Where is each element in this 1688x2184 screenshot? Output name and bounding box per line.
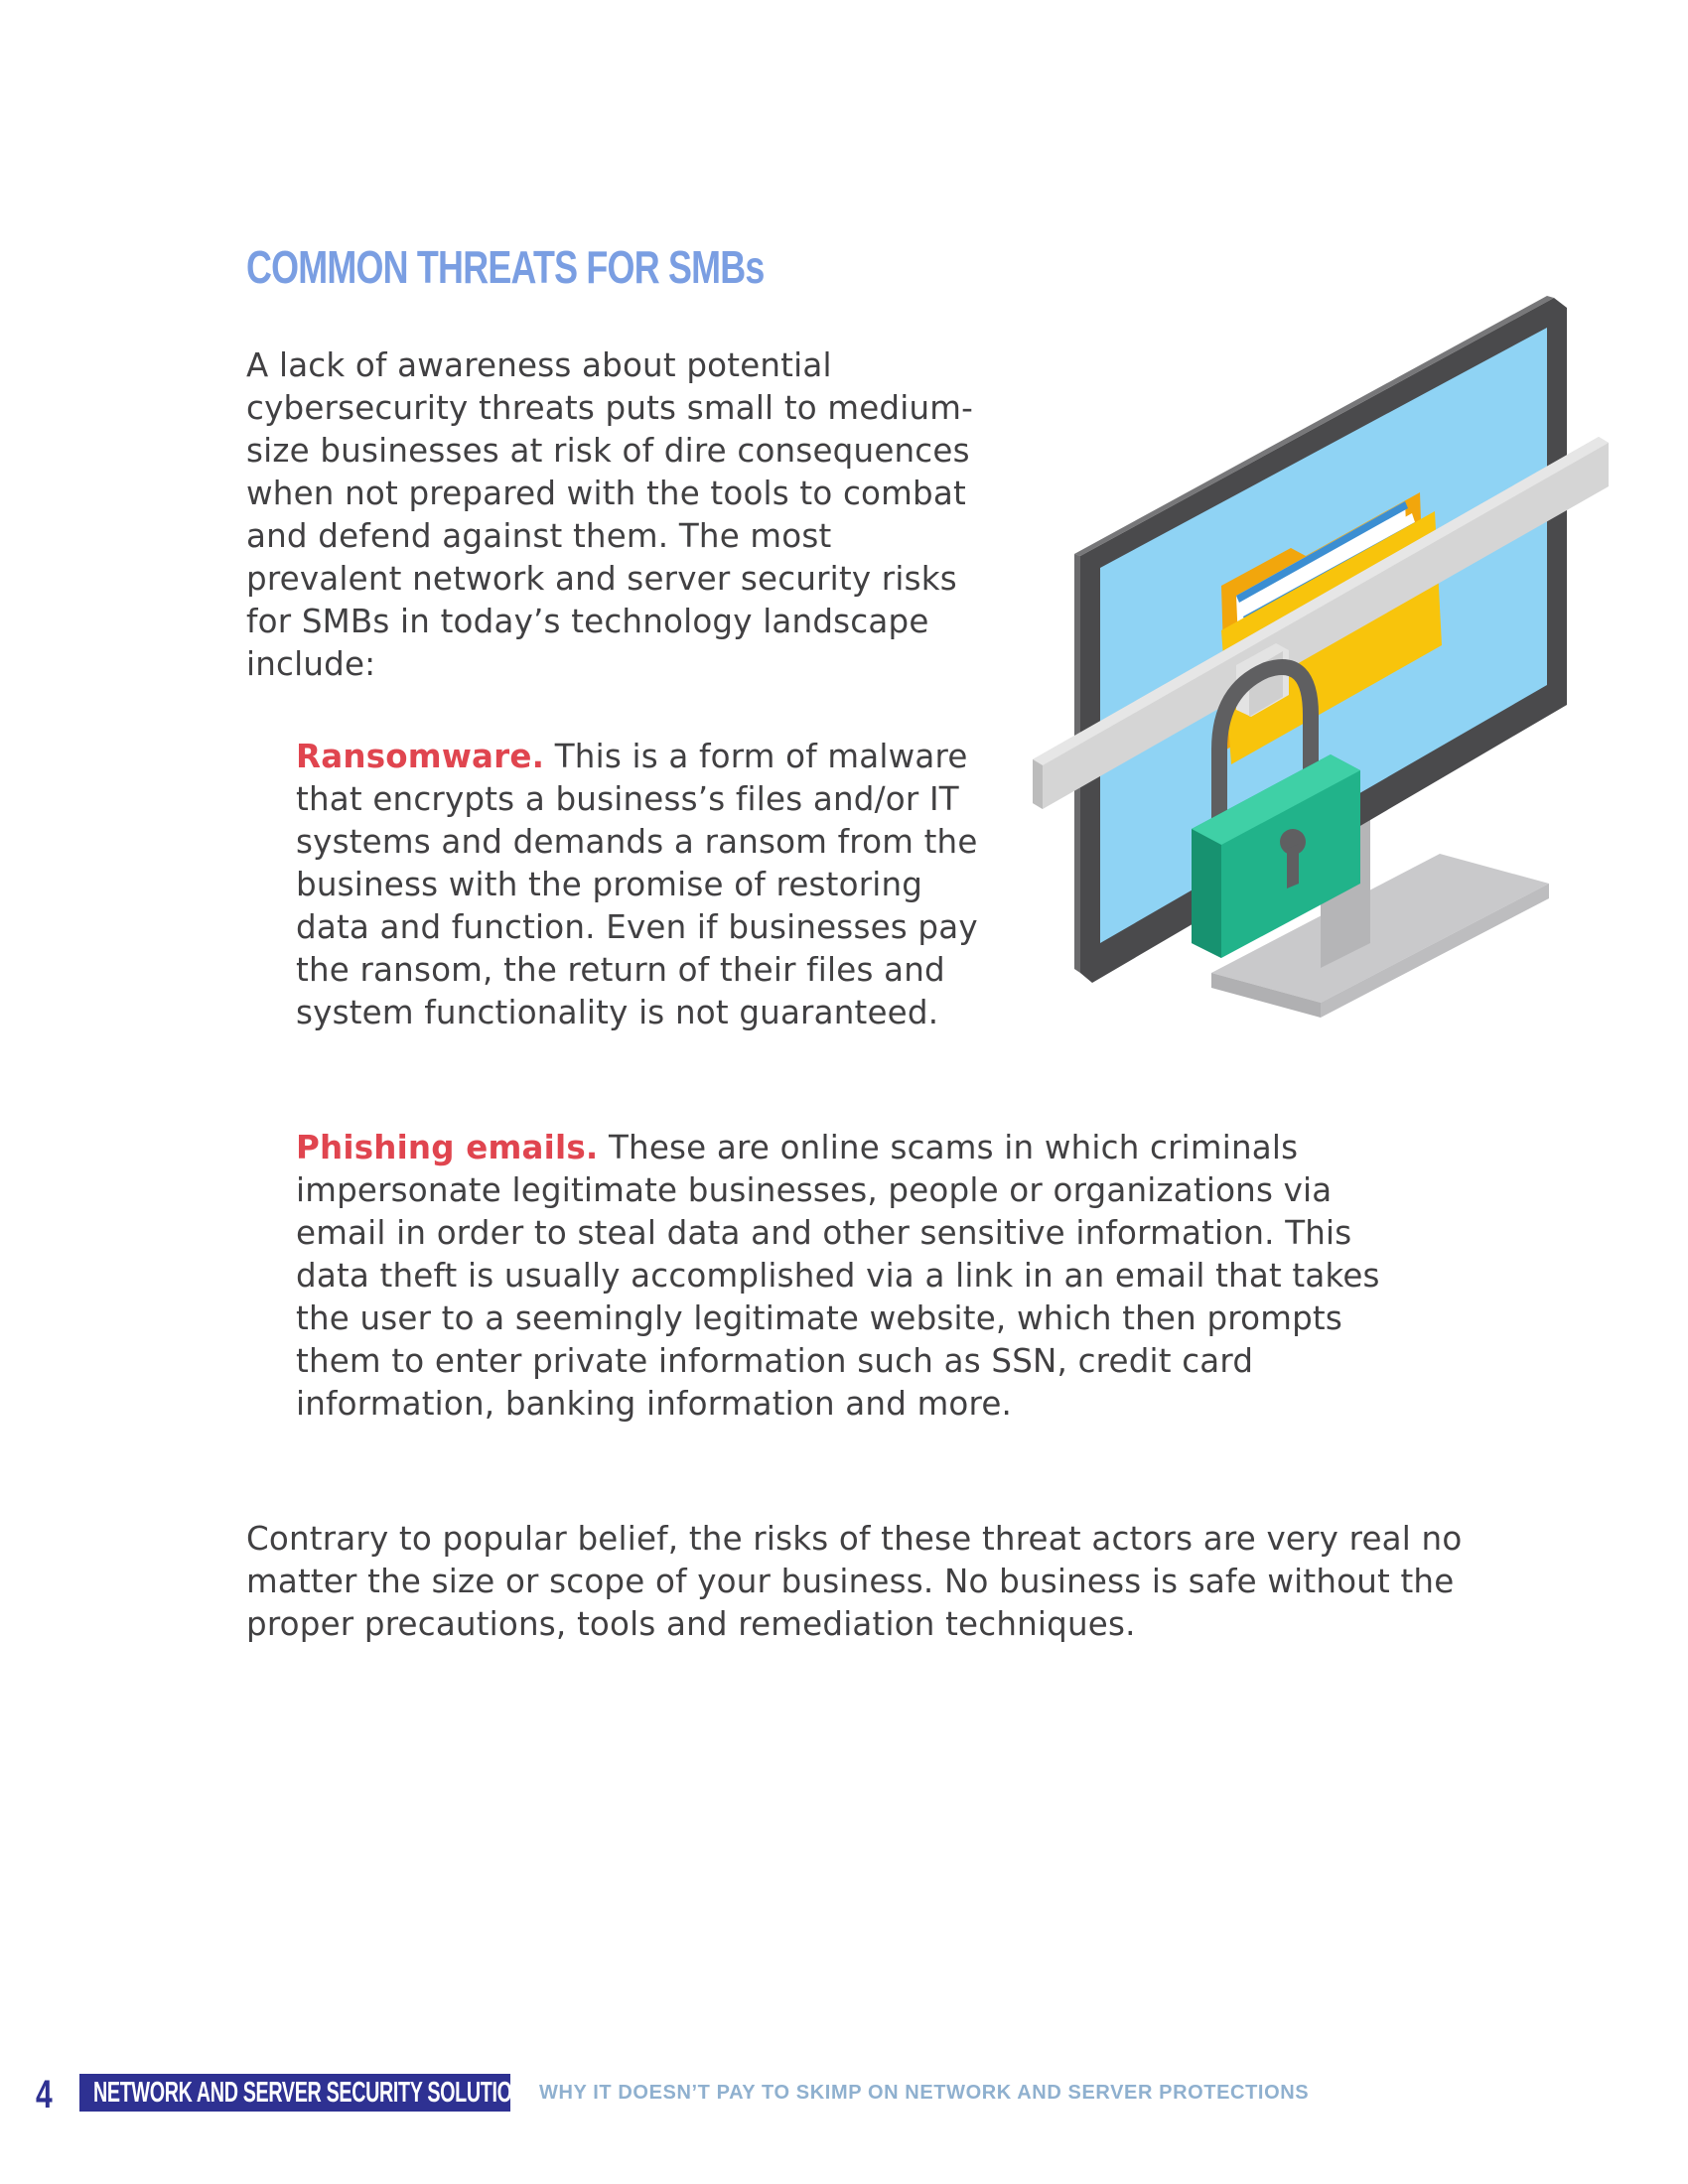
threat-term: Ransomware. (296, 738, 545, 775)
threat-description: This is a form of malware that encrypts a business’s files and/or IT systems and demands a ransom from the business with the promise of restoring data and function. Even if businesses pay the ransom, the return of their files and system functionality is not guaranteed. (296, 738, 978, 1031)
page-number: 4 (36, 2073, 53, 2116)
page-heading: COMMON THREATS FOR SMBs (246, 241, 765, 293)
threat-ransomware (296, 736, 991, 1034)
footer-document-title: WHY IT DOESN’T PAY TO SKIMP ON NETWORK AND SERVER PROTECTIONS (539, 2082, 1310, 2104)
page-footer (0, 2070, 1688, 2119)
locked-monitor-icon (1023, 288, 1618, 1042)
threat-term: Phishing emails. (296, 1129, 599, 1166)
footer-section-badge (79, 2074, 539, 2112)
intro-paragraph: A lack of awareness about potential cybersecurity threats puts small to medium-size businesses at risk of dire consequences when not prepared with the tools to combat and defend against them. The most prevalent network and server security risks for SMBs in today’s technology landscape include: (246, 346, 974, 683)
closing-paragraph: Contrary to popular belief, the risks of these threat actors are very real no matter the size or scope of your business. No business is safe without the proper precautions, tools and remediation techniques. (246, 1520, 1463, 1643)
threat-phishing (296, 1127, 1388, 1426)
footer-section-title: NETWORK AND SERVER SECURITY SOLUTIONS (93, 2077, 539, 2109)
threat-description: These are online scams in which criminals impersonate legitimate businesses, people or organizations via email in order to steal data and other sensitive information. This data theft is usually accomplished via a link in an email that takes the user to a seemingly legitimate website, which then prompts them to enter private information such as SSN, credit card information, banking information and more. (296, 1129, 1380, 1423)
